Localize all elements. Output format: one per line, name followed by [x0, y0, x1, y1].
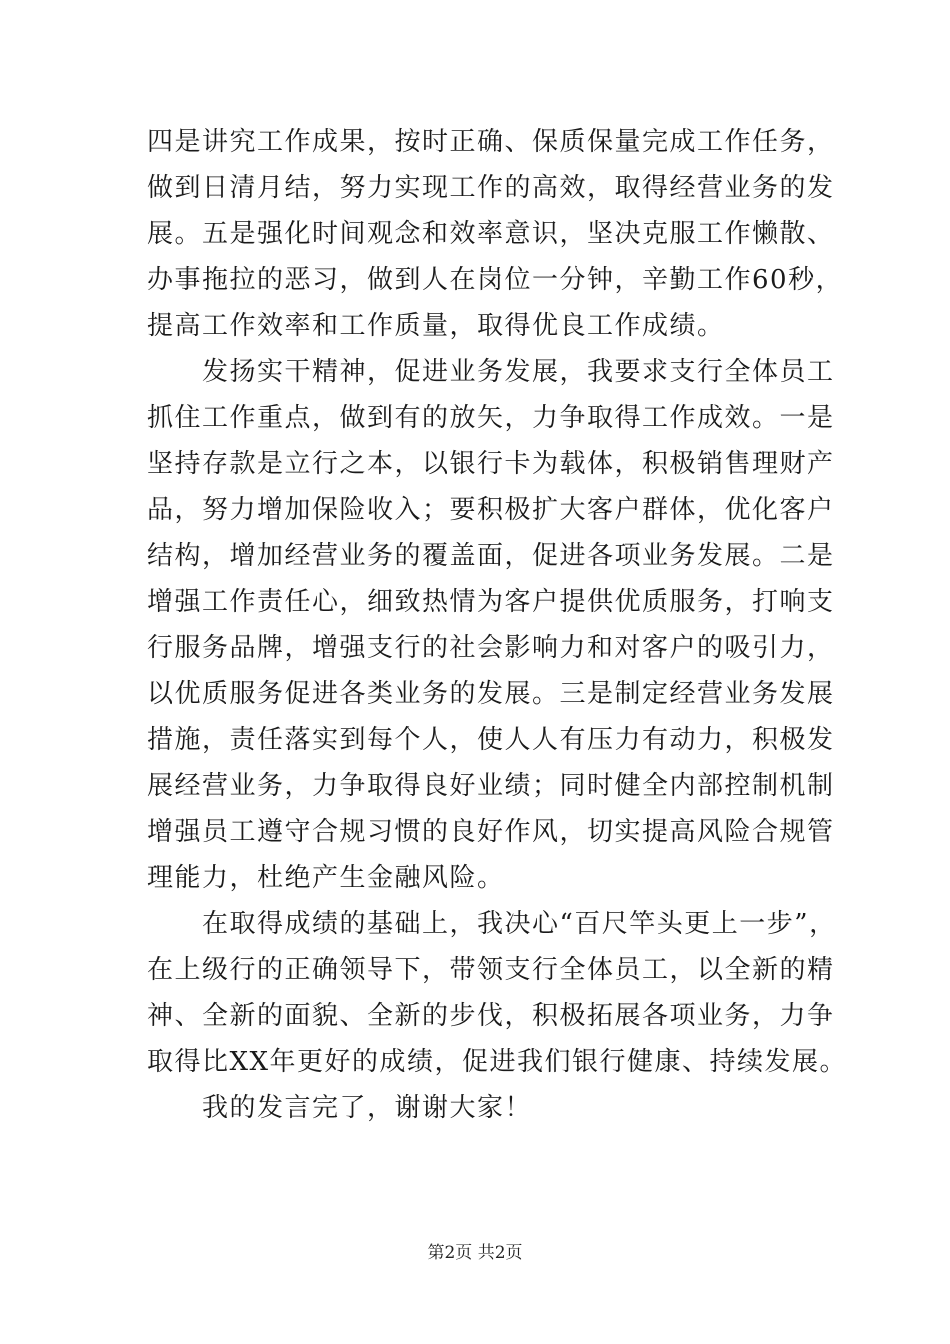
text-line: 发扬实干精神，促进业务发展，我要求支行全体员工	[147, 357, 835, 387]
text-line: 行服务品牌，增强支行的社会影响力和对客户的吸引力，	[147, 633, 835, 663]
text-line: 办事拖拉的恶习，做到人在岗位一分钟，辛勤工作60秒，	[147, 265, 844, 295]
text-line: 增强工作责任心，细致热情为客户提供优质服务，打响支	[147, 587, 835, 617]
text-line: 措施，责任落实到每个人，使人人有压力有动力，积极发	[147, 725, 835, 755]
page-footer: 第2页 共2页	[427, 1243, 523, 1263]
text-line: 品，努力增加保险收入；要积极扩大客户群体，优化客户	[147, 495, 835, 525]
text-line: 抓住工作重点，做到有的放矢，力争取得工作成效。一是	[147, 403, 835, 433]
text-line: 增强员工遵守合规习惯的良好作风，切实提高风险合规管	[147, 817, 835, 847]
text-line: 展。五是强化时间观念和效率意识，坚决克服工作懒散、	[147, 219, 835, 249]
text-line: 提高工作效率和工作质量，取得优良工作成绩。	[147, 311, 725, 341]
text-line: 展经营业务，力争取得良好业绩；同时健全内部控制机制	[147, 771, 835, 801]
text-line: 结构，增加经营业务的覆盖面，促进各项业务发展。二是	[147, 541, 835, 571]
text-line: 做到日清月结，努力实现工作的高效，取得经营业务的发	[147, 173, 835, 203]
text-line: 四是讲究工作成果，按时正确、保质保量完成工作任务，	[147, 127, 835, 157]
text-line: 我的发言完了，谢谢大家！	[147, 1093, 533, 1123]
text-line: 以优质服务促进各类业务的发展。三是制定经营业务发展	[147, 679, 835, 709]
text-line: 神、全新的面貌、全新的步伐，积极拓展各项业务，力争	[147, 1001, 835, 1031]
text-line: 在取得成绩的基础上，我决心“百尺竿头更上一步”，	[147, 909, 837, 939]
text-line: 坚持存款是立行之本，以银行卡为载体，积极销售理财产	[147, 449, 835, 479]
text-line: 理能力，杜绝产生金融风险。	[147, 863, 505, 893]
text-line: 取得比XX年更好的成绩，促进我们银行健康、持续发展。	[147, 1047, 848, 1077]
text-line: 在上级行的正确领导下，带领支行全体员工，以全新的精	[147, 955, 835, 985]
